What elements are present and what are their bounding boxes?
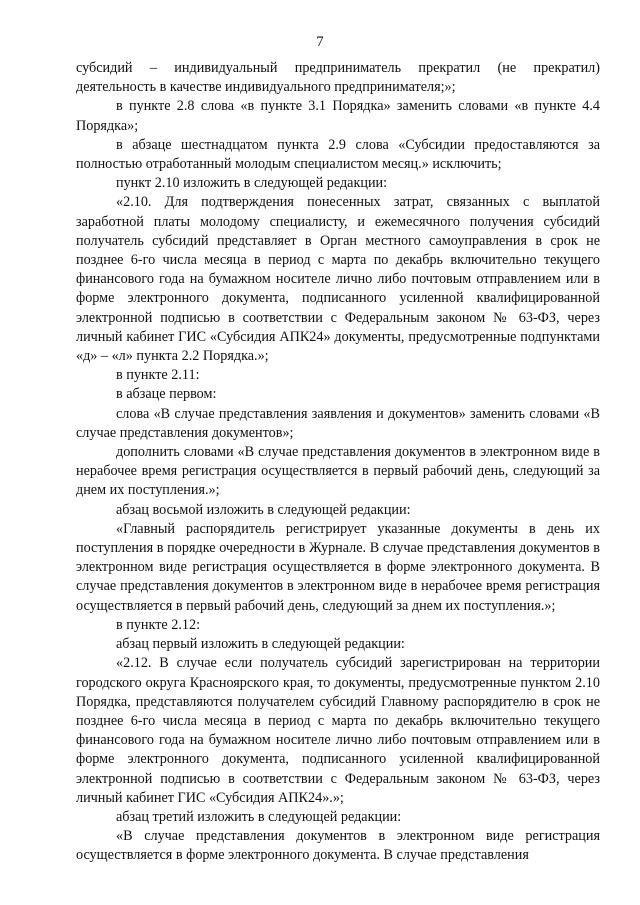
paragraph: «В случае представления документов в электронном виде регистрация осуществляется в форме электронного документа. В случае представления bbox=[76, 828, 600, 864]
paragraph: дополнить словами «В случае представления документов в электронном виде в нерабочее время регистрация осуществляется в первый рабочий день, следующий за днем их поступления.»; bbox=[76, 444, 600, 499]
paragraph: «Главный распорядитель регистрирует указанные документы в день их поступления в порядке очередности в Журнале. В случае представления документов в электронном виде регистрация осуществляется в форме электронного документа. В случае представления документов в электронном виде в нерабочее время регистрация осуществляется в первый рабочий день, следующий за днем их поступления.»; bbox=[76, 520, 600, 614]
paragraph: «2.12. В случае если получатель субсидий зарегистрирован на территории городского округа Красноярского края, то документы, предусмотренные пунктом 2.10 Порядка, представляются получателем субсидий Главному распорядителю в срок не позднее 6-го числа месяца в период с марта по декабрь включительно текущего финансового года на бумажном носителе лично либо почтовым отправлением или в форме электронного документа, подписанного усиленной квалифицированной электронной подписью в соответствии с Федеральным законом № 63-ФЗ, через личный кабинет ГИС «Субсидия АПК24».»; bbox=[76, 655, 600, 806]
paragraph: в пункте 2.8 слова «в пункте 3.1 Порядка» заменить словами «в пункте 4.4 Порядка»; bbox=[76, 98, 600, 134]
paragraph: абзац первый изложить в следующей редакции: bbox=[116, 636, 405, 653]
paragraph: в абзаце первом: bbox=[116, 386, 217, 403]
paragraph: в пункте 2.11: bbox=[116, 367, 200, 384]
paragraph: субсидий – индивидуальный предприниматель прекратил (не прекратил) деятельность в качестве индивидуального предпринимателя;»; bbox=[76, 60, 600, 96]
paragraph: абзац восьмой изложить в следующей редакции: bbox=[116, 501, 411, 518]
document-body bbox=[76, 59, 600, 866]
paragraph: слова «В случае представления заявления и документов» заменить словами «В случае представления документов»; bbox=[76, 405, 600, 441]
paragraph: пункт 2.10 изложить в следующей редакции: bbox=[116, 175, 388, 192]
paragraph: «2.10. Для подтверждения понесенных затрат, связанных с выплатой заработной платы молодому специалисту, и ежемесячного получения субсидий получатель субсидий представляет в Орган местного самоуправления в срок не позднее 6-го числа месяца в период с марта по декабрь включительно текущего финансового года на бумажном носителе лично либо почтовым отправлением или в форме электронного документа, подписанного усиленной квалифицированной электронной подписью в соответствии с Федеральным законом № 63-ФЗ, через личный кабинет ГИС «Субсидия АПК24» документы, предусмотренные подпунктами «д» – «л» пункта 2.2 Порядка.»; bbox=[76, 194, 600, 365]
paragraph: в пункте 2.12: bbox=[116, 616, 201, 633]
paragraph: в абзаце шестнадцатом пункта 2.9 слова «Субсидии предоставляются за полностью отработанный молодым специалистом месяц.» исключить; bbox=[76, 136, 600, 173]
page-number: 7 bbox=[316, 34, 324, 50]
paragraph: абзац третий изложить в следующей редакции: bbox=[116, 808, 402, 825]
